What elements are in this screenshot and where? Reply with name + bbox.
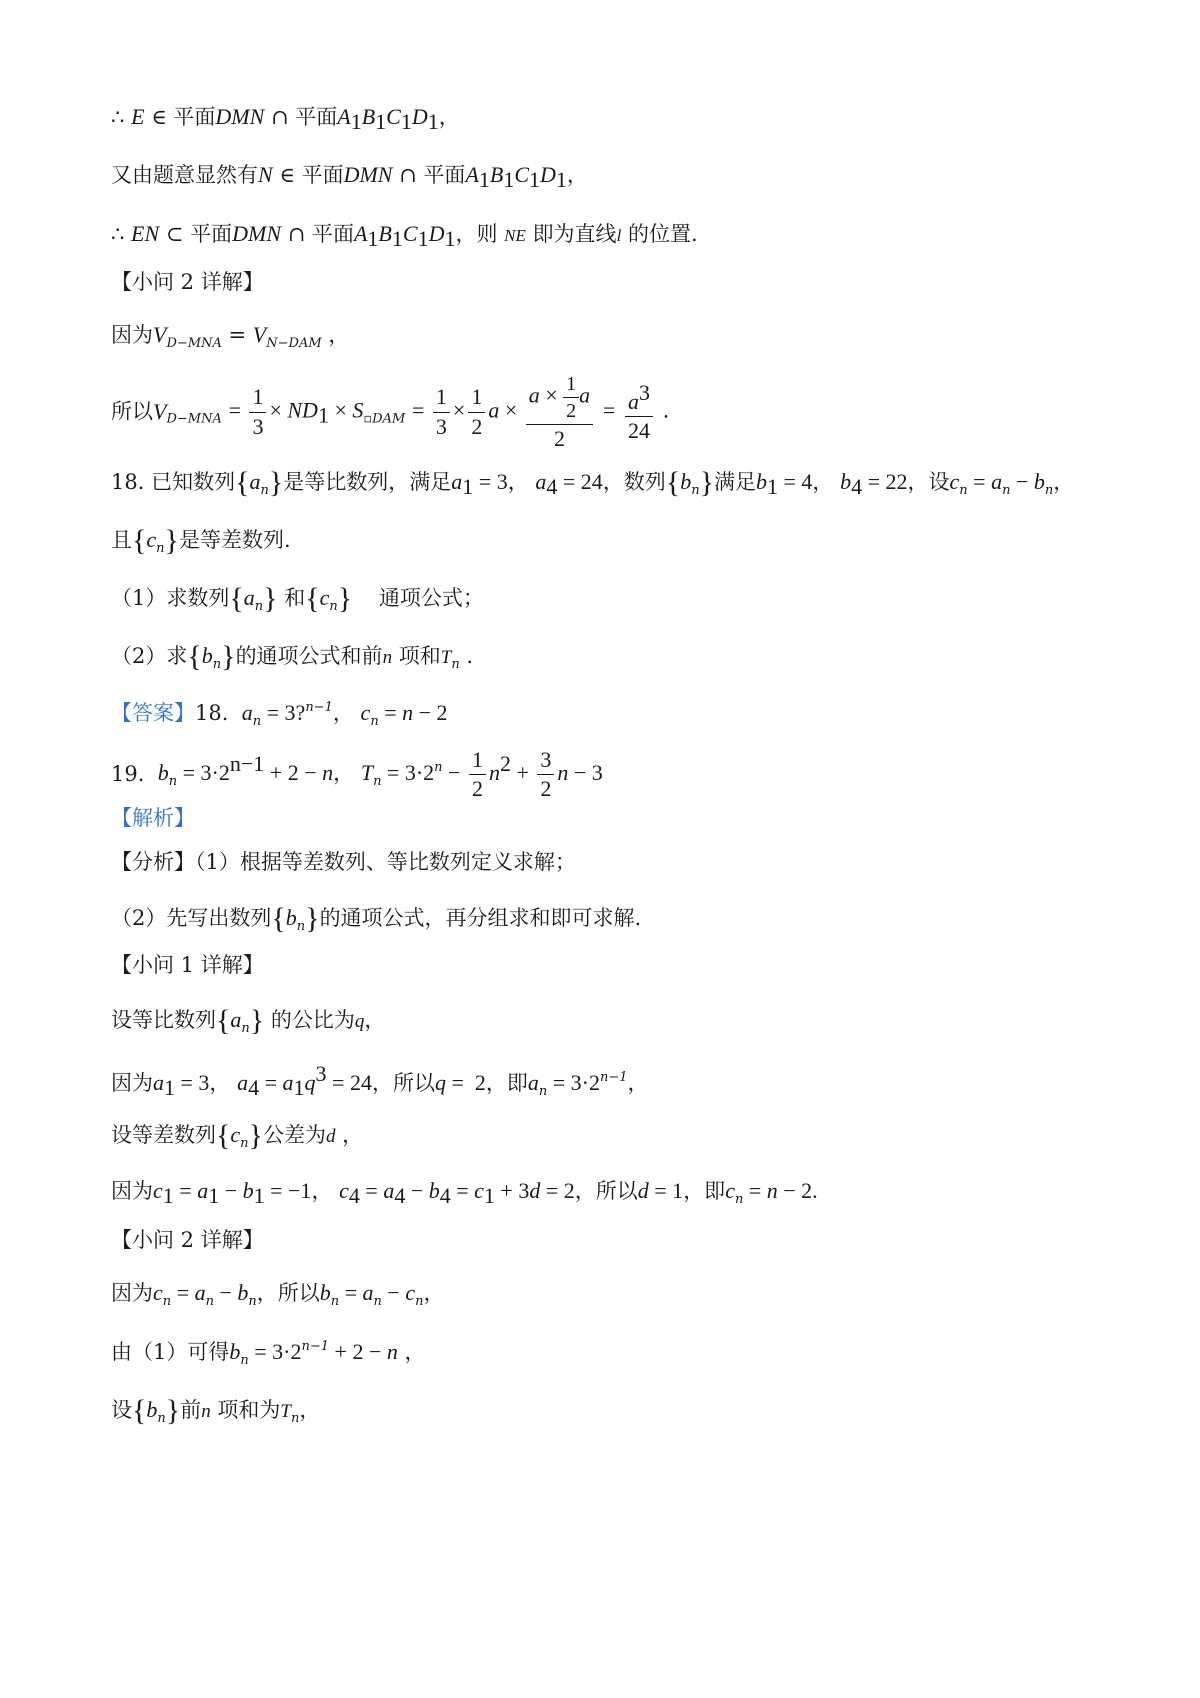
detail-2-line-3: 设$\{b_n\}$前n 项和为$T_n$，: [111, 1394, 321, 1427]
fenxi-line-1: 【分析】（1）根据等差数列、等比数列定义求解；: [111, 850, 576, 874]
line-volume-equal: 因为$V_{D-MNA} = V_{N-DAM}$ ，: [111, 322, 350, 351]
line-volume-formula: 所以$V_{D-MNA}$ = $\frac{1}{3}$ × $ND_1 \times S_{▫DAM}$ = $\frac{1}{3}$ × $\frac{1}{2}$ a × a × $\frac{1}{2}$ a 2 = $\frac{a^3}{24}$ .: [111, 373, 670, 451]
detail-1-line-3: 设等差数列$\{c_n\}$公差为d ，: [111, 1119, 364, 1152]
problem-18-line-1: 18. 已知数列$\{a_n\}$是等比数列，满足$a_1 = 3$， $a_4 = 24$，数列$\{b_n\}$满足$b_1 = 4$， $b_4 = 22$，设$c_n = a_n - b_n$，: [111, 466, 1075, 499]
detail-1-line-4: 因为$c_1 = a_1 - b_1 = -1$， $c_4 = a_4 - b_4 = c_1 + 3d = 2$，所以d = 1，即$c_n = n - 2$.: [111, 1178, 818, 1208]
answer-18: 【答案】18. $a_n$ = 3?$^{n-1}$， $c_n = n - 2$: [111, 700, 448, 729]
sub-question-2-header: 【小问 2 详解】: [111, 270, 264, 294]
line-e-in-plane: ∴ E ∈ 平面DMN ∩ 平面$A_1B_1C_1D_1$，: [111, 104, 460, 134]
analysis-tag: 【解析】: [111, 806, 195, 830]
sub-question-1-header: 【小问 1 详解】: [111, 953, 264, 977]
fenxi-line-2: （2）先写出数列$\{b_n\}$的通项公式，再分组求和即可求解.: [111, 902, 642, 935]
detail-2-line-1: 因为$c_n = a_n - b_n$，所以$b_n = a_n - c_n$，: [111, 1280, 445, 1309]
detail-2-line-2: 由（1）可得$b_n = 3\cdot 2^{n-1} + 2 - n$ ，: [111, 1339, 426, 1368]
line-en-subset: ∴ EN ⊂ 平面DMN ∩ 平面$A_1B_1C_1D_1$，则 NE 即为直线l 的位置.: [111, 221, 698, 251]
answer-tag: 【答案】: [111, 701, 195, 725]
sub-question-2-header-b: 【小问 2 详解】: [111, 1228, 264, 1252]
answer-19: 19. $b_n = 3\cdot 2^{n-1} + 2 - n$， $T_n = 3\cdot 2^n$ − $\frac{1}{2}$ $n^2$ + $\frac{3}{2}$ n − 3: [111, 747, 603, 802]
detail-1-line-1: 设等比数列$\{a_n\}$ 的公比为q，: [111, 1004, 386, 1037]
line-n-in-plane: 又由题意显然有N ∈ 平面DMN ∩ 平面$A_1B_1C_1D_1$，: [111, 162, 588, 192]
problem-18-line-2: 且$\{c_n\}$是等差数列.: [111, 524, 291, 557]
problem-18-part-1: （1）求数列$\{a_n\}$ 和$\{c_n\}$ 通项公式；: [111, 582, 484, 615]
problem-18-part-2: （2）求$\{b_n\}$的通项公式和前n 项和$T_n$ .: [111, 640, 474, 673]
detail-1-line-2: 因为$a_1 = 3$， $a_4 = a_1q^3 = 24$，所以q = 2，即$a_n = 3\cdot 2^{n-1}$，: [111, 1061, 649, 1100]
